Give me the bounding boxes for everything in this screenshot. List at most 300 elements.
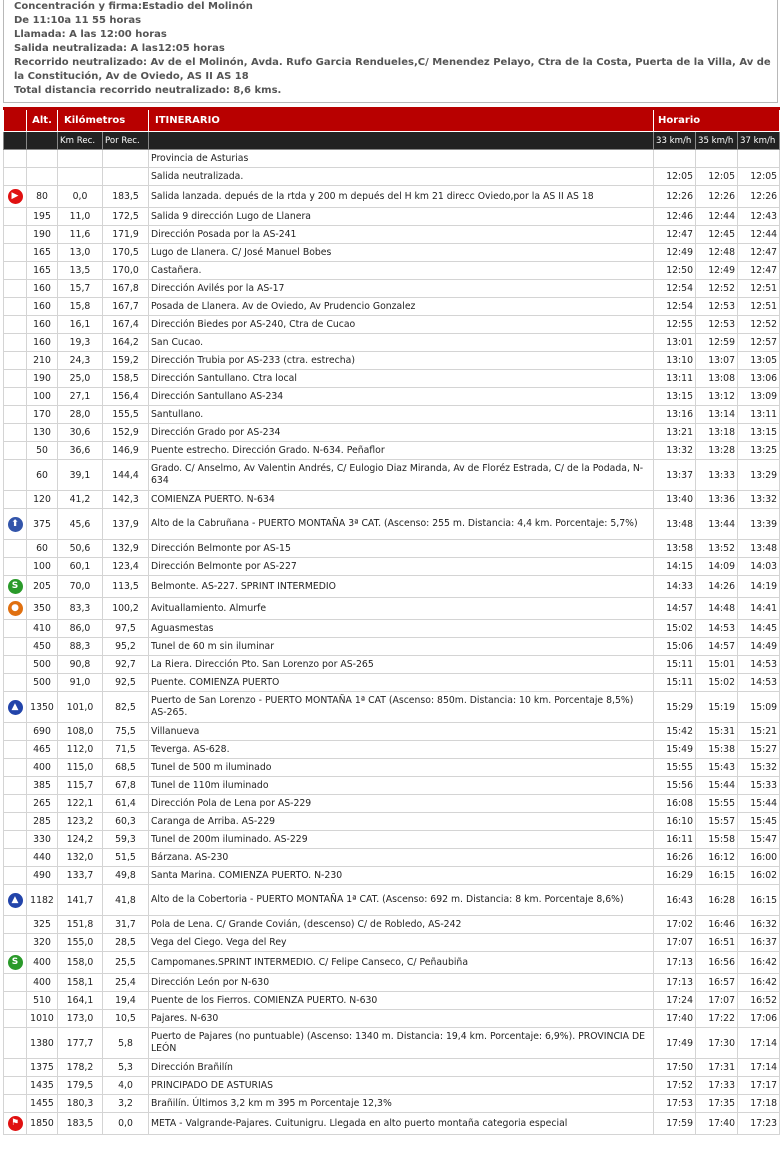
altitude-cell: 160 xyxy=(27,280,58,298)
km-rec-cell: 50,6 xyxy=(58,540,103,558)
itinerary-cell: Alto de la Cabruñana - PUERTO MONTAÑA 3ª CAT. (Ascenso: 255 m. Distancia: 4,4 km. Porcentaje: 5,7%) xyxy=(149,509,654,540)
table-row xyxy=(4,831,780,849)
time-33-cell: 13:11 xyxy=(654,370,696,388)
por-rec-cell: 25,5 xyxy=(103,952,149,974)
km-rec-cell: 178,2 xyxy=(58,1059,103,1077)
time-33-cell: 14:33 xyxy=(654,576,696,598)
row-icon-cell xyxy=(4,262,27,280)
altitude-cell: 100 xyxy=(27,388,58,406)
itinerary-cell: Villanueva xyxy=(149,723,654,741)
row-icon-cell xyxy=(4,509,27,540)
itinerary-cell: Aguasmestas xyxy=(149,620,654,638)
time-35-cell: 12:53 xyxy=(696,316,738,334)
time-35-cell: 12:26 xyxy=(696,186,738,208)
itinerary-cell: Salida lanzada. depués de la rtda y 200 m depués del H km 21 direcc Oviedo,por la AS II AS 18 xyxy=(149,186,654,208)
por-rec-cell: 164,2 xyxy=(103,334,149,352)
km-rec-cell: 112,0 xyxy=(58,741,103,759)
por-rec-cell: 144,4 xyxy=(103,460,149,491)
time-37-cell: 16:00 xyxy=(738,849,780,867)
climb1-icon: ▲ xyxy=(8,700,23,715)
time-37-cell: 13:05 xyxy=(738,352,780,370)
row-icon-cell xyxy=(4,460,27,491)
km-rec-cell: 28,0 xyxy=(58,406,103,424)
row-icon-cell xyxy=(4,168,27,186)
km-rec-cell: 90,8 xyxy=(58,656,103,674)
itinerary-cell: Puente de los Fierros. COMIENZA PUERTO. N-630 xyxy=(149,992,654,1010)
por-rec-cell: 152,9 xyxy=(103,424,149,442)
time-33-cell: 16:10 xyxy=(654,813,696,831)
km-rec-header: Km Rec. xyxy=(58,132,103,150)
km-rec-cell: 36,6 xyxy=(58,442,103,460)
time-33-cell: 17:52 xyxy=(654,1077,696,1095)
time-35-cell: 15:43 xyxy=(696,759,738,777)
km-rec-cell: 122,1 xyxy=(58,795,103,813)
altitude-cell: 165 xyxy=(27,262,58,280)
subheader-blank xyxy=(27,132,58,150)
por-rec-cell: 137,9 xyxy=(103,509,149,540)
time-35-cell: 14:09 xyxy=(696,558,738,576)
altitude-cell: 165 xyxy=(27,244,58,262)
por-rec-cell: 100,2 xyxy=(103,598,149,620)
row-icon-cell xyxy=(4,491,27,509)
por-rec-cell: 41,8 xyxy=(103,885,149,916)
row-icon-cell xyxy=(4,226,27,244)
altitude-cell: 170 xyxy=(27,406,58,424)
time-37-cell: 15:09 xyxy=(738,692,780,723)
row-icon-cell xyxy=(4,186,27,208)
time-37-cell: 15:45 xyxy=(738,813,780,831)
km-rec-cell: 30,6 xyxy=(58,424,103,442)
time-33-cell: 12:50 xyxy=(654,262,696,280)
time-35-cell: 16:57 xyxy=(696,974,738,992)
itinerary-cell: Salida neutralizada. xyxy=(149,168,654,186)
time-35-cell: 17:31 xyxy=(696,1059,738,1077)
itinerary-cell: Dirección Trubia por AS-233 (ctra. estrecha) xyxy=(149,352,654,370)
time-33-cell: 12:26 xyxy=(654,186,696,208)
row-icon-cell xyxy=(4,576,27,598)
km-rec-cell: 41,2 xyxy=(58,491,103,509)
time-37-cell: 13:39 xyxy=(738,509,780,540)
time-35-cell: 17:07 xyxy=(696,992,738,1010)
km-rec-cell: 177,7 xyxy=(58,1028,103,1059)
table-row xyxy=(4,867,780,885)
sprint-icon: S xyxy=(8,579,23,594)
km-rec-cell: 158,1 xyxy=(58,974,103,992)
time-35-cell: 12:44 xyxy=(696,208,738,226)
itinerary-cell: Dirección León por N-630 xyxy=(149,974,654,992)
time-33-cell: 13:48 xyxy=(654,509,696,540)
por-rec-cell xyxy=(103,150,149,168)
time-35-cell: 13:36 xyxy=(696,491,738,509)
row-icon-cell xyxy=(4,916,27,934)
time-35-cell: 13:33 xyxy=(696,460,738,491)
itinerary-cell: Alto de la Cobertoria - PUERTO MONTAÑA 1ª CAT. (Ascenso: 692 m. Distancia: 8 km. Porcentaje 8,6%) xyxy=(149,885,654,916)
info-line: Llamada: A las 12:00 horas xyxy=(14,29,167,40)
time-37-cell: 16:37 xyxy=(738,934,780,952)
itinerary-cell: Provincia de Asturias xyxy=(149,150,654,168)
info-line: Recorrido neutralizado: Av de el Molinón, Avda. Rufo Garcia Rendueles,C/ Menendez Pelayo, Ctra de la Costa, Puerta de la Villa, Av de la Constitución, Av de Oviedo, AS II AS 18 xyxy=(14,57,771,82)
time-37-cell: 15:32 xyxy=(738,759,780,777)
row-icon-cell xyxy=(4,280,27,298)
itinerary-cell: Pajares. N-630 xyxy=(149,1010,654,1028)
itinerary-cell: Puente. COMIENZA PUERTO xyxy=(149,674,654,692)
por-rec-cell: 171,9 xyxy=(103,226,149,244)
time-35-cell: 13:14 xyxy=(696,406,738,424)
time-37-cell: 15:21 xyxy=(738,723,780,741)
altitude-cell: 400 xyxy=(27,974,58,992)
altitude-cell: 325 xyxy=(27,916,58,934)
km-rec-cell: 88,3 xyxy=(58,638,103,656)
itinerario-header: ITINERARIO xyxy=(149,109,654,132)
row-icon-cell xyxy=(4,208,27,226)
time-35-cell: 12:49 xyxy=(696,262,738,280)
por-rec-cell: 75,5 xyxy=(103,723,149,741)
time-35-cell: 15:01 xyxy=(696,656,738,674)
itinerary-cell: Vega del Ciego. Vega del Rey xyxy=(149,934,654,952)
altitude-cell: 160 xyxy=(27,298,58,316)
time-37-cell: 13:09 xyxy=(738,388,780,406)
table-row xyxy=(4,1028,780,1059)
itinerary-cell: Dirección Santullano. Ctra local xyxy=(149,370,654,388)
time-35-cell: 12:59 xyxy=(696,334,738,352)
table-row xyxy=(4,576,780,598)
altitude-cell: 1375 xyxy=(27,1059,58,1077)
por-rec-cell: 92,7 xyxy=(103,656,149,674)
time-33-cell: 13:21 xyxy=(654,424,696,442)
time-35-cell: 13:52 xyxy=(696,540,738,558)
time-37-cell: 13:25 xyxy=(738,442,780,460)
table-row xyxy=(4,723,780,741)
altitude-cell: 160 xyxy=(27,334,58,352)
km-rec-cell: 13,0 xyxy=(58,244,103,262)
altitude-cell: 375 xyxy=(27,509,58,540)
time-35-cell: 12:45 xyxy=(696,226,738,244)
time-33-cell: 15:55 xyxy=(654,759,696,777)
altitude-cell: 1380 xyxy=(27,1028,58,1059)
table-row xyxy=(4,849,780,867)
time-35-cell: 14:53 xyxy=(696,620,738,638)
table-row xyxy=(4,759,780,777)
table-row xyxy=(4,262,780,280)
time-35-cell: 13:18 xyxy=(696,424,738,442)
table-row xyxy=(4,1113,780,1135)
time-35-cell: 12:52 xyxy=(696,280,738,298)
speed-33-header: 33 km/h xyxy=(654,132,696,150)
time-37-cell: 14:53 xyxy=(738,656,780,674)
table-row xyxy=(4,741,780,759)
table-row xyxy=(4,1059,780,1077)
por-rec-cell: 67,8 xyxy=(103,777,149,795)
table-row xyxy=(4,168,780,186)
row-icon-cell xyxy=(4,741,27,759)
itinerary-cell: Belmonte. AS-227. SPRINT INTERMEDIO xyxy=(149,576,654,598)
time-35-cell: 15:58 xyxy=(696,831,738,849)
time-35-cell: 15:44 xyxy=(696,777,738,795)
row-icon-cell xyxy=(4,831,27,849)
itinerary-cell: Bárzana. AS-230 xyxy=(149,849,654,867)
time-33-cell: 14:15 xyxy=(654,558,696,576)
itinerary-cell: Salida 9 dirección Lugo de Llanera xyxy=(149,208,654,226)
table-row xyxy=(4,509,780,540)
itinerary-cell: Tunel de 60 m sin iluminar xyxy=(149,638,654,656)
itinerary-cell: Dirección Belmonte por AS-227 xyxy=(149,558,654,576)
row-icon-cell xyxy=(4,885,27,916)
time-37-cell: 12:47 xyxy=(738,244,780,262)
time-33-cell: 12:46 xyxy=(654,208,696,226)
row-icon-cell xyxy=(4,334,27,352)
time-33-cell: 13:01 xyxy=(654,334,696,352)
itinerary-cell: Lugo de Llanera. C/ José Manuel Bobes xyxy=(149,244,654,262)
time-37-cell: 15:27 xyxy=(738,741,780,759)
por-rec-cell: 31,7 xyxy=(103,916,149,934)
itinerary-table xyxy=(3,107,780,1135)
time-33-cell: 17:59 xyxy=(654,1113,696,1135)
time-33-cell: 12:54 xyxy=(654,298,696,316)
time-33-cell: 12:49 xyxy=(654,244,696,262)
time-35-cell: 12:53 xyxy=(696,298,738,316)
altitude-cell: 190 xyxy=(27,370,58,388)
row-icon-cell xyxy=(4,777,27,795)
itinerary-cell: Santa Marina. COMIENZA PUERTO. N-230 xyxy=(149,867,654,885)
por-rec-cell: 142,3 xyxy=(103,491,149,509)
time-33-cell: 13:37 xyxy=(654,460,696,491)
time-33-cell: 16:29 xyxy=(654,867,696,885)
time-35-cell: 14:57 xyxy=(696,638,738,656)
itinerary-cell: Dirección Brañilín xyxy=(149,1059,654,1077)
itinerary-cell: Dirección Posada por la AS-241 xyxy=(149,226,654,244)
table-row xyxy=(4,424,780,442)
km-rec-cell: 19,3 xyxy=(58,334,103,352)
time-33-cell: 12:54 xyxy=(654,280,696,298)
time-33-cell: 16:11 xyxy=(654,831,696,849)
time-35-cell: 13:44 xyxy=(696,509,738,540)
time-35-cell xyxy=(696,150,738,168)
altitude-cell: 1850 xyxy=(27,1113,58,1135)
time-33-cell: 15:11 xyxy=(654,674,696,692)
itinerary-cell: Puente estrecho. Dirección Grado. N-634. Peñaflor xyxy=(149,442,654,460)
time-37-cell: 17:14 xyxy=(738,1028,780,1059)
row-icon-cell xyxy=(4,813,27,831)
time-33-cell: 15:42 xyxy=(654,723,696,741)
por-rec-cell xyxy=(103,168,149,186)
itinerary-cell: PRINCIPADO DE ASTURIAS xyxy=(149,1077,654,1095)
por-rec-cell: 3,2 xyxy=(103,1095,149,1113)
time-33-cell: 17:50 xyxy=(654,1059,696,1077)
table-row xyxy=(4,150,780,168)
time-37-cell: 15:47 xyxy=(738,831,780,849)
row-icon-cell xyxy=(4,692,27,723)
table-row xyxy=(4,656,780,674)
time-33-cell: 16:26 xyxy=(654,849,696,867)
time-35-cell: 16:15 xyxy=(696,867,738,885)
time-37-cell: 12:43 xyxy=(738,208,780,226)
km-rec-cell: 39,1 xyxy=(58,460,103,491)
altitude-cell: 465 xyxy=(27,741,58,759)
table-row xyxy=(4,1010,780,1028)
time-33-cell: 17:24 xyxy=(654,992,696,1010)
km-rec-cell: 151,8 xyxy=(58,916,103,934)
time-35-cell: 13:12 xyxy=(696,388,738,406)
itinerary-cell: Puerto de Pajares (no puntuable) (Ascenso: 1340 m. Distancia: 19,4 km. Porcentaje: 6,9%). PROVINCIA DE LEÓN xyxy=(149,1028,654,1059)
time-33-cell: 13:10 xyxy=(654,352,696,370)
altitude-cell: 320 xyxy=(27,934,58,952)
info-line: Salida neutralizada: A las12:05 horas xyxy=(14,43,225,54)
table-row xyxy=(4,226,780,244)
time-35-cell: 14:48 xyxy=(696,598,738,620)
time-37-cell: 12:57 xyxy=(738,334,780,352)
km-rec-cell: 24,3 xyxy=(58,352,103,370)
time-37-cell: 14:19 xyxy=(738,576,780,598)
km-rec-cell: 11,0 xyxy=(58,208,103,226)
time-35-cell: 12:05 xyxy=(696,168,738,186)
por-rec-cell: 167,4 xyxy=(103,316,149,334)
time-35-cell: 15:55 xyxy=(696,795,738,813)
km-rec-cell: 180,3 xyxy=(58,1095,103,1113)
time-37-cell: 13:15 xyxy=(738,424,780,442)
por-rec-header: Por Rec. xyxy=(103,132,149,150)
time-33-cell: 15:02 xyxy=(654,620,696,638)
table-row xyxy=(4,1095,780,1113)
row-icon-cell xyxy=(4,992,27,1010)
por-rec-cell: 61,4 xyxy=(103,795,149,813)
altitude-cell: 440 xyxy=(27,849,58,867)
altitude-cell: 400 xyxy=(27,759,58,777)
altitude-cell: 80 xyxy=(27,186,58,208)
table-row xyxy=(4,406,780,424)
por-rec-cell: 172,5 xyxy=(103,208,149,226)
time-33-cell: 17:07 xyxy=(654,934,696,952)
row-icon-cell xyxy=(4,974,27,992)
climb3-icon: ⬆ xyxy=(8,517,23,532)
itinerary-cell: Dirección Santullano AS-234 xyxy=(149,388,654,406)
por-rec-cell: 146,9 xyxy=(103,442,149,460)
table-row xyxy=(4,885,780,916)
km-rec-cell: 115,7 xyxy=(58,777,103,795)
row-icon-cell xyxy=(4,723,27,741)
km-rec-cell: 91,0 xyxy=(58,674,103,692)
time-33-cell: 16:08 xyxy=(654,795,696,813)
por-rec-cell: 68,5 xyxy=(103,759,149,777)
table-row xyxy=(4,491,780,509)
time-35-cell: 16:56 xyxy=(696,952,738,974)
itinerary-cell: META - Valgrande-Pajares. Cuitunigru. Llegada en alto puerto montaña categoria especial xyxy=(149,1113,654,1135)
time-37-cell: 16:32 xyxy=(738,916,780,934)
por-rec-cell: 49,8 xyxy=(103,867,149,885)
por-rec-cell: 71,5 xyxy=(103,741,149,759)
time-33-cell: 17:40 xyxy=(654,1010,696,1028)
km-rec-cell: 11,6 xyxy=(58,226,103,244)
time-37-cell: 17:23 xyxy=(738,1113,780,1135)
table-row xyxy=(4,334,780,352)
row-icon-cell xyxy=(4,1077,27,1095)
alt-header: Alt. xyxy=(27,109,58,132)
time-35-cell: 15:57 xyxy=(696,813,738,831)
km-rec-cell: 123,2 xyxy=(58,813,103,831)
table-row xyxy=(4,934,780,952)
row-icon-cell xyxy=(4,934,27,952)
km-rec-cell: 164,1 xyxy=(58,992,103,1010)
time-35-cell: 13:08 xyxy=(696,370,738,388)
row-icon-cell xyxy=(4,952,27,974)
por-rec-cell: 5,3 xyxy=(103,1059,149,1077)
km-rec-cell: 141,7 xyxy=(58,885,103,916)
km-rec-cell: 25,0 xyxy=(58,370,103,388)
table-row xyxy=(4,692,780,723)
por-rec-cell: 170,5 xyxy=(103,244,149,262)
por-rec-cell: 167,7 xyxy=(103,298,149,316)
time-33-cell: 17:53 xyxy=(654,1095,696,1113)
altitude-cell: 60 xyxy=(27,460,58,491)
por-rec-cell: 156,4 xyxy=(103,388,149,406)
altitude-cell: 490 xyxy=(27,867,58,885)
altitude-cell: 130 xyxy=(27,424,58,442)
time-33-cell: 15:11 xyxy=(654,656,696,674)
subheader-blank xyxy=(149,132,654,150)
climb1-icon: ▲ xyxy=(8,893,23,908)
row-icon-cell xyxy=(4,795,27,813)
row-icon-cell xyxy=(4,759,27,777)
altitude-cell: 285 xyxy=(27,813,58,831)
km-rec-cell: 179,5 xyxy=(58,1077,103,1095)
table-row xyxy=(4,388,780,406)
time-33-cell xyxy=(654,150,696,168)
table-row xyxy=(4,638,780,656)
time-35-cell: 15:31 xyxy=(696,723,738,741)
itinerary-cell: Dirección Belmonte por AS-15 xyxy=(149,540,654,558)
por-rec-cell: 159,2 xyxy=(103,352,149,370)
time-37-cell: 12:52 xyxy=(738,316,780,334)
altitude-cell: 120 xyxy=(27,491,58,509)
altitude-cell: 265 xyxy=(27,795,58,813)
race-info-panel xyxy=(3,0,778,103)
por-rec-cell: 0,0 xyxy=(103,1113,149,1135)
itinerary-cell: Avituallamiento. Almurfe xyxy=(149,598,654,620)
time-37-cell: 12:51 xyxy=(738,298,780,316)
altitude-cell: 50 xyxy=(27,442,58,460)
table-row xyxy=(4,186,780,208)
time-37-cell: 14:03 xyxy=(738,558,780,576)
table-row xyxy=(4,916,780,934)
altitude-cell: 190 xyxy=(27,226,58,244)
time-33-cell: 17:13 xyxy=(654,952,696,974)
time-37-cell: 13:48 xyxy=(738,540,780,558)
row-icon-cell xyxy=(4,1095,27,1113)
time-33-cell: 13:40 xyxy=(654,491,696,509)
time-37-cell: 17:06 xyxy=(738,1010,780,1028)
time-37-cell: 12:26 xyxy=(738,186,780,208)
time-37-cell: 16:42 xyxy=(738,974,780,992)
itinerary-cell: Tunel de 110m iluminado xyxy=(149,777,654,795)
por-rec-cell: 95,2 xyxy=(103,638,149,656)
table-row xyxy=(4,992,780,1010)
itinerary-cell: Tunel de 500 m iluminado xyxy=(149,759,654,777)
time-37-cell: 14:41 xyxy=(738,598,780,620)
por-rec-cell: 155,5 xyxy=(103,406,149,424)
row-icon-cell xyxy=(4,1113,27,1135)
icon-column-header xyxy=(4,109,27,132)
por-rec-cell: 28,5 xyxy=(103,934,149,952)
altitude-cell: 100 xyxy=(27,558,58,576)
row-icon-cell xyxy=(4,442,27,460)
speed-35-header: 35 km/h xyxy=(696,132,738,150)
time-33-cell: 15:29 xyxy=(654,692,696,723)
table-row xyxy=(4,620,780,638)
row-icon-cell xyxy=(4,1059,27,1077)
km-rec-cell: 0,0 xyxy=(58,186,103,208)
altitude-cell: 500 xyxy=(27,674,58,692)
itinerary-cell: COMIENZA PUERTO. N-634 xyxy=(149,491,654,509)
itinerary-cell: San Cucao. xyxy=(149,334,654,352)
